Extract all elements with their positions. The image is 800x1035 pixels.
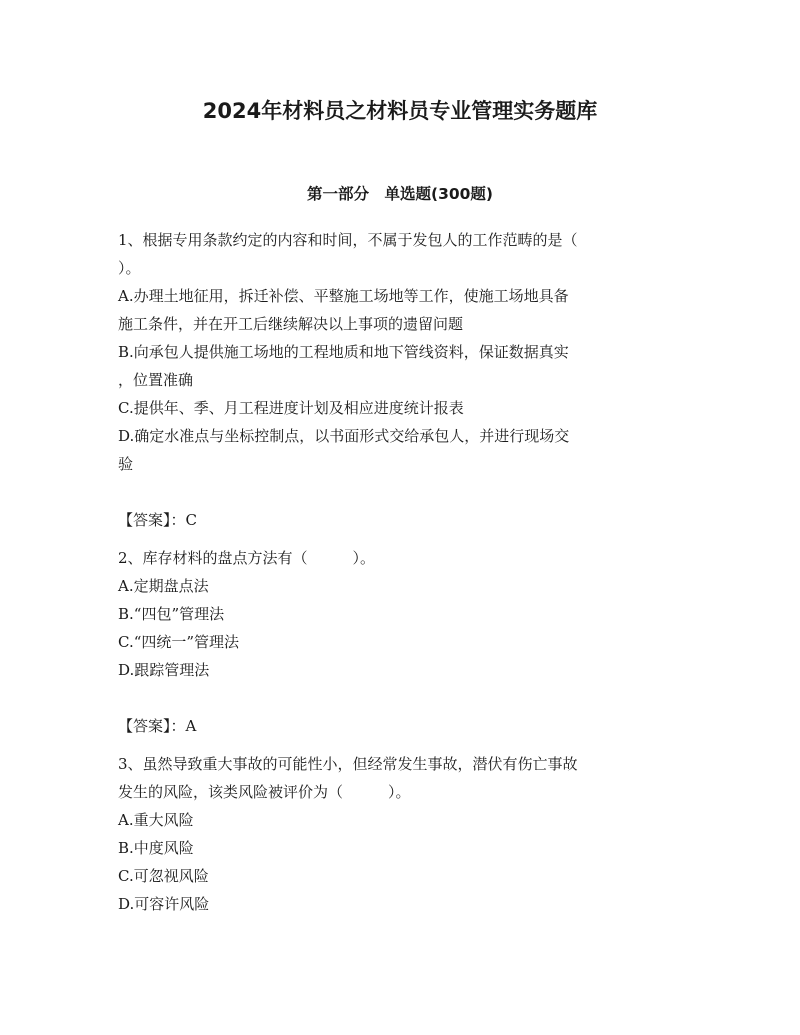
option-a-line: A.办理土地征用，拆迁补偿、平整施工场地等工作，使施工场地具备 — [118, 287, 569, 305]
option-c-line: C.可忽视风险 — [118, 867, 209, 885]
question-list — [118, 226, 683, 918]
option-d-line: D.跟踪管理法 — [118, 661, 210, 679]
option-d-line: 验 — [118, 455, 134, 473]
option-c-line: C.“四统一”管理法 — [118, 633, 240, 651]
question-1 — [118, 226, 683, 534]
section-heading: 第一部分 单选题(300题) — [306, 185, 494, 203]
option-b-line: B.中度风险 — [118, 839, 194, 857]
option-b-line: B.向承包人提供施工场地的工程地质和地下管线资料，保证数据真实 — [118, 343, 569, 361]
option-a-line: A.重大风险 — [118, 811, 194, 829]
question-stem-line: 1、根据专用条款约定的内容和时间，不属于发包人的工作范畴的是（ — [118, 231, 578, 249]
option-d-line: D.可容许风险 — [118, 895, 210, 913]
answer-label: 【答案】： — [118, 511, 186, 529]
option-c-line: C.提供年、季、月工程进度计划及相应进度统计报表 — [118, 399, 464, 417]
question-3 — [118, 750, 683, 918]
option-a-line: 施工条件，并在开工后继续解决以上事项的遗留问题 — [118, 315, 464, 333]
answer-line — [118, 712, 683, 740]
question-stem-line: ）。 — [118, 259, 141, 277]
option-b-line: ，位置准确 — [118, 371, 194, 389]
answer-value: C — [185, 511, 197, 529]
answer-label: 【答案】： — [118, 717, 186, 735]
question-2 — [118, 544, 683, 740]
option-a-line: A.定期盘点法 — [118, 577, 209, 595]
document-title: 2024年材料员之材料员专业管理实务题库 — [202, 99, 598, 123]
question-stem-line: 3、虽然导致重大事故的可能性小，但经常发生事故，潜伏有伤亡事故 — [118, 755, 578, 773]
option-b-line: B.“四包”管理法 — [118, 605, 225, 623]
question-stem-line: 发生的风险，该类风险被评价为（ ）。 — [118, 783, 411, 801]
option-d-line: D.确定水准点与坐标控制点，以书面形式交给承包人，并进行现场交 — [118, 427, 570, 445]
answer-value: A — [185, 717, 197, 735]
answer-line — [118, 506, 683, 534]
question-stem-line: 2、库存材料的盘点方法有（ ）。 — [118, 549, 376, 567]
